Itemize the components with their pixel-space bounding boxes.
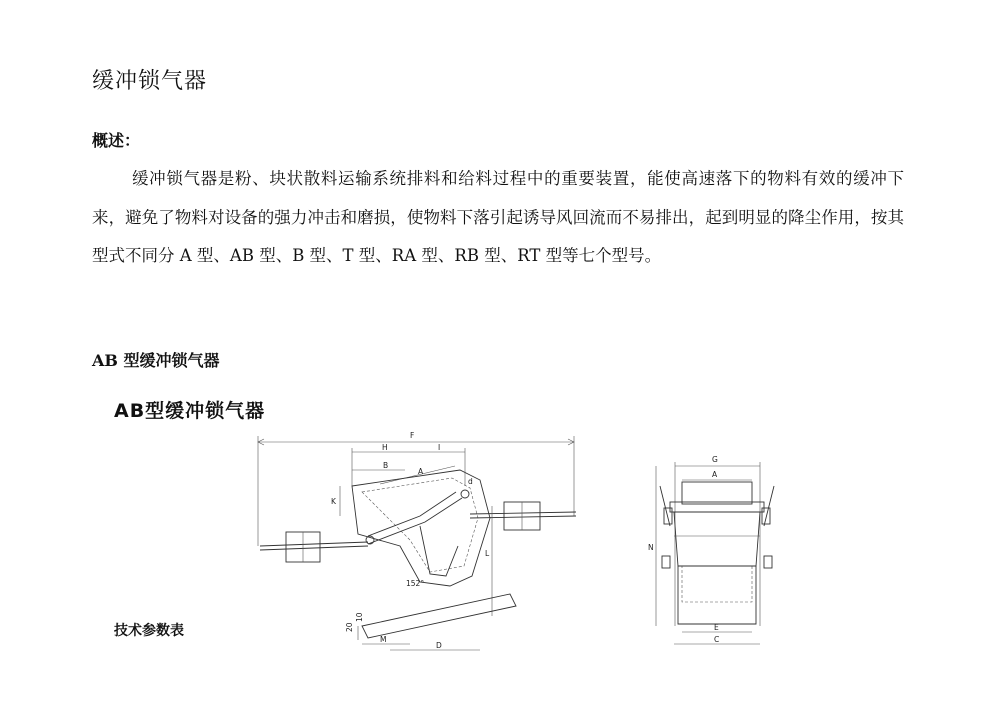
side-view [258,431,576,650]
label-E: E [714,623,719,632]
front-view [648,455,774,644]
label-d: d [468,477,473,486]
label-angle: 152° [406,579,425,588]
label-N: N [648,543,654,552]
figure-title: AB型缓冲锁气器 [114,400,266,422]
label-A: A [418,467,424,476]
label-L: L [485,549,490,558]
technical-drawing-figure [100,390,800,700]
ab-type-heading: AB 型缓冲锁气器 [92,351,220,370]
table-caption: 技术参数表 [114,623,184,639]
label-A-front: A [712,470,718,479]
label-C: C [714,635,720,644]
overview-body [92,160,904,276]
label-K: K [331,497,336,506]
label-D: D [436,641,442,650]
ab-type-drawing [100,426,800,666]
label-10: 10 [355,612,364,622]
overview-heading: 概述： [92,131,141,150]
label-H: H [382,443,388,452]
label-G: G [712,455,718,464]
label-I: I [438,443,441,452]
label-B: B [383,461,389,470]
page-title: 缓冲锁气器 [92,69,208,94]
label-20: 20 [345,622,354,632]
overview-paragraph: 缓冲锁气器是粉、块状散料运输系统排料和给料过程中的重要装置，能使高速落下的物料有效的缓冲下来，避免了物料对设备的强力冲击和磨损，使物料下落引起诱导风回流而不易排出，起到明显的降尘作用，按其型式不同分 A 型、AB 型、B 型、T 型、RA 型、RB 型、RT 型等七个型号。 [92,169,904,265]
label-M: M [380,635,387,644]
label-F: F [410,431,415,440]
